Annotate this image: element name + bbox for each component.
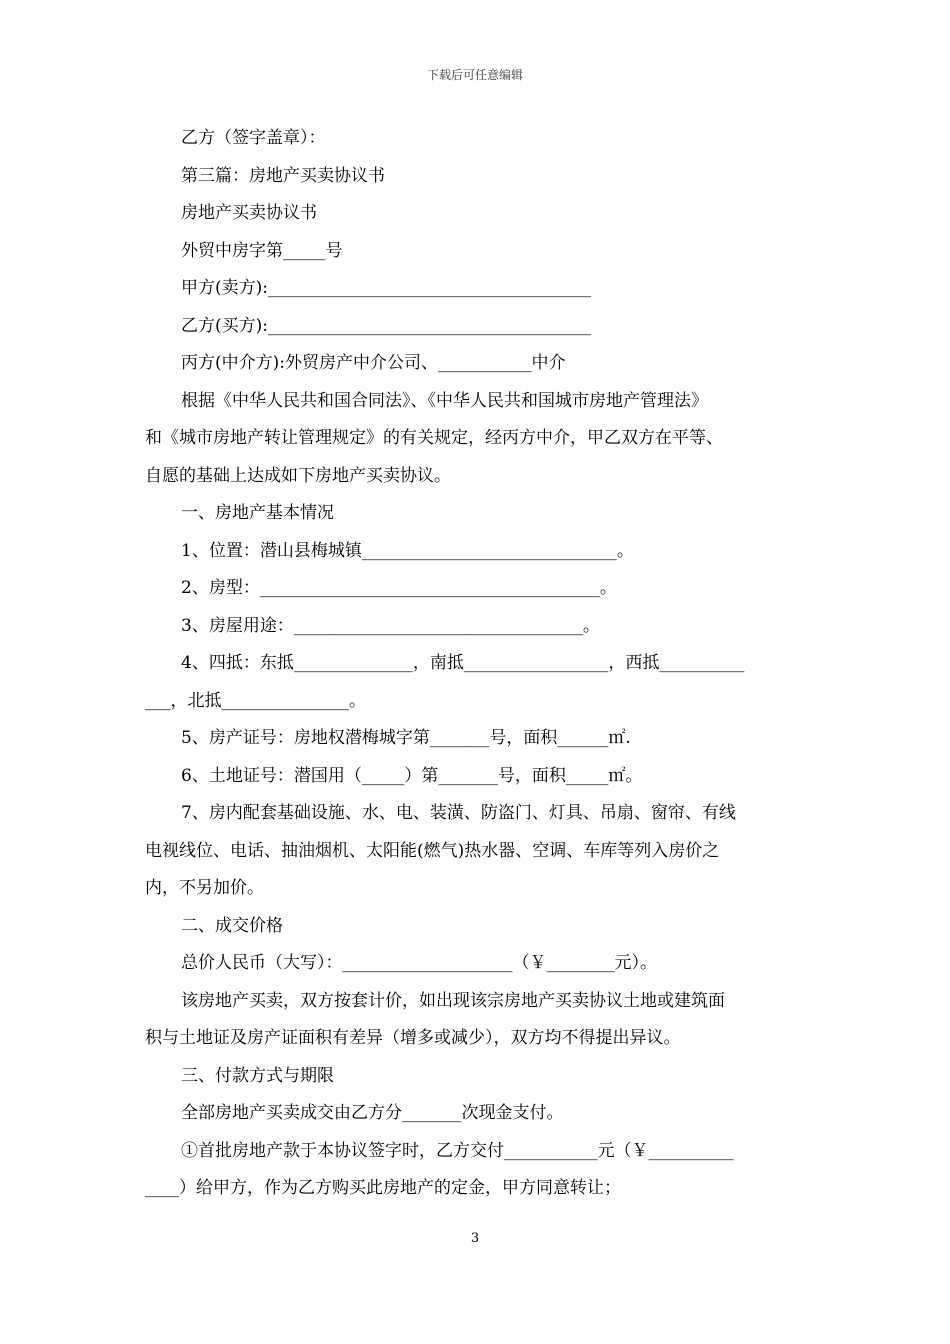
text-line: ____）给甲方，作为乙方购买此房地产的定金，甲方同意转让； bbox=[145, 1178, 621, 1198]
text-line: 三、付款方式与期限 bbox=[181, 1065, 334, 1086]
page-header: 下载后可任意编辑 bbox=[426, 68, 523, 82]
text-line: 一、房地产基本情况 bbox=[181, 503, 334, 523]
text-line: 7、房内配套基础设施、水、电、装潢、防盗门、灯具、吊扇、窗帘、有线 bbox=[181, 803, 736, 823]
text-line: 房地产买卖协议书 bbox=[181, 203, 317, 223]
text-line: 全部房地产买卖成交由乙方分_______次现金支付。 bbox=[181, 1103, 564, 1123]
text-line: 乙方(买方):______________________________________ bbox=[181, 315, 591, 336]
text-line: 乙方（签字盖章）： bbox=[181, 128, 326, 148]
text-line: 1、位置：潜山县梅城镇______________________________。 bbox=[181, 540, 634, 561]
text-line: 总价人民币（大写）：____________________（￥________元）。 bbox=[181, 953, 657, 973]
text-line: 该房地产买卖，双方按套计价，如出现该宗房地产买卖协议土地或建筑面 bbox=[181, 990, 725, 1011]
text-line: 电视线位、电话、抽油烟机、太阳能(燃气)热水器、空调、车库等列入房价之 bbox=[145, 840, 720, 861]
text-line: 4、四抵：东抵______________，南抵_________________，西抵__________ bbox=[181, 653, 745, 673]
text-line: 自愿的基础上达成如下房地产买卖协议。 bbox=[145, 465, 451, 486]
text-line: ①首批房地产款于本协议签字时，乙方交付___________元（￥__________ bbox=[181, 1140, 734, 1161]
text-line: ___，北抵_______________。 bbox=[145, 690, 366, 711]
text-line: 根据《中华人民共和国合同法》、《中华人民共和国城市房地产管理法》 bbox=[181, 390, 708, 411]
document-body bbox=[145, 120, 810, 1208]
text-line: 外贸中房字第_____号 bbox=[181, 240, 343, 261]
text-line: 第三篇：房地产买卖协议书 bbox=[181, 165, 385, 186]
text-line: 3、房屋用途：__________________________________。 bbox=[181, 615, 600, 636]
text-line: 5、房产证号：房地权潜梅城字第_______号，面积______㎡. bbox=[181, 728, 631, 748]
text-line: 和《城市房地产转让管理规定》的有关规定，经丙方中介，甲乙双方在平等、 bbox=[145, 428, 723, 448]
text-line: 丙方(中介方):外贸房产中介公司、___________中介 bbox=[181, 353, 566, 373]
text-line: 积与土地证及房产证面积有差异（增多或减少），双方均不得提出异议。 bbox=[145, 1028, 681, 1048]
text-line: 甲方(卖方):______________________________________ bbox=[181, 278, 591, 298]
text-line: 6、土地证号：潜国用（_____）第_______号，面积_____㎡。 bbox=[181, 765, 643, 786]
text-line: 二、成交价格 bbox=[181, 915, 283, 936]
page-number: 3 bbox=[470, 1231, 480, 1246]
text-line: 2、房型：________________________________________。 bbox=[181, 578, 617, 598]
text-line: 内，不另加价。 bbox=[145, 878, 264, 898]
